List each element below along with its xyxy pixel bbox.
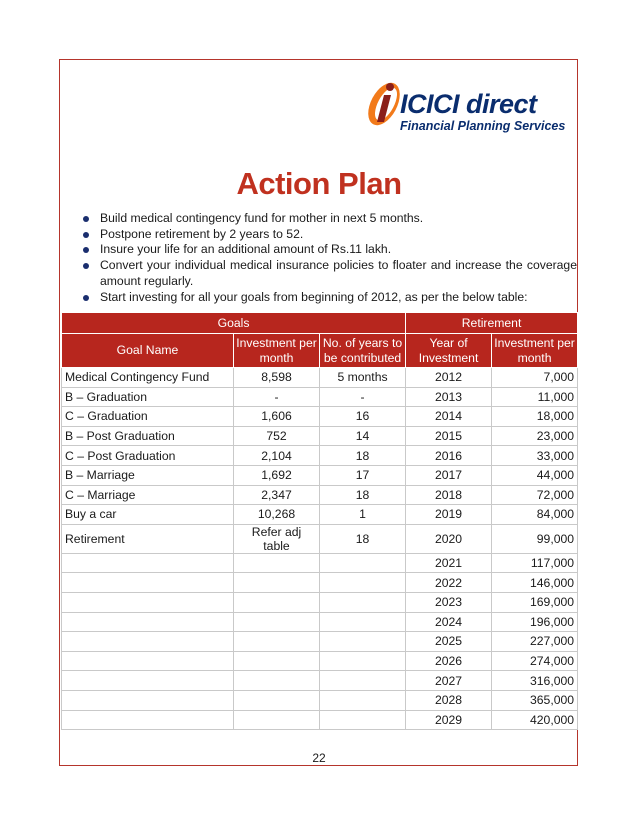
table-cell: 17 xyxy=(320,465,406,485)
table-cell: - xyxy=(234,387,320,407)
table-row xyxy=(62,612,578,632)
table-row xyxy=(62,387,578,407)
icici-direct-logo xyxy=(366,72,576,134)
table-row xyxy=(62,592,578,612)
table-row xyxy=(62,671,578,691)
table-cell xyxy=(320,671,406,691)
table-cell xyxy=(320,710,406,730)
table-cell: 33,000 xyxy=(492,446,578,466)
list-item xyxy=(80,290,577,306)
table-row xyxy=(62,651,578,671)
table-cell xyxy=(234,592,320,612)
brand-name-part1: ICICI xyxy=(400,89,460,119)
table-cell: 2023 xyxy=(406,592,492,612)
table-cell: 1,692 xyxy=(234,465,320,485)
table-cell: 2013 xyxy=(406,387,492,407)
table-cell: 44,000 xyxy=(492,465,578,485)
table-cell: 2014 xyxy=(406,407,492,427)
column-header: Investment per month xyxy=(234,334,320,368)
table-cell xyxy=(234,690,320,710)
table-cell: 18,000 xyxy=(492,407,578,427)
table-cell: 2028 xyxy=(406,690,492,710)
table-cell: Retirement xyxy=(62,524,234,553)
table-cell xyxy=(234,553,320,573)
table-row xyxy=(62,485,578,505)
column-header: No. of years to be contributed xyxy=(320,334,406,368)
table-cell: 2026 xyxy=(406,651,492,671)
table-cell: 18 xyxy=(320,446,406,466)
page-title: Action Plan xyxy=(236,166,402,201)
goals-group-header: Goals xyxy=(62,313,406,334)
list-item-text: Convert your individual medical insurance policies to floater and increase the coverage amount regularly. xyxy=(100,258,577,288)
table-cell xyxy=(62,671,234,691)
table-cell: 2,347 xyxy=(234,485,320,505)
list-item-text: Postpone retirement by 2 years to 52. xyxy=(100,226,304,241)
brand-wordmark xyxy=(400,89,537,120)
table-cell xyxy=(234,710,320,730)
table-cell xyxy=(320,690,406,710)
table-cell xyxy=(62,592,234,612)
table-cell: C – Marriage xyxy=(62,485,234,505)
table-row xyxy=(62,524,578,553)
table-row xyxy=(62,573,578,593)
table-row xyxy=(62,446,578,466)
table-cell: 2012 xyxy=(406,368,492,388)
investment-plan-table xyxy=(61,312,578,730)
table-cell: 10,268 xyxy=(234,505,320,525)
table-cell: 1,606 xyxy=(234,407,320,427)
table-cell: 2025 xyxy=(406,632,492,652)
table-row xyxy=(62,426,578,446)
table-cell: 84,000 xyxy=(492,505,578,525)
table-cell: 2024 xyxy=(406,612,492,632)
table-cell: 2019 xyxy=(406,505,492,525)
table-cell xyxy=(320,573,406,593)
table-cell xyxy=(320,553,406,573)
table-cell: 72,000 xyxy=(492,485,578,505)
table-cell xyxy=(62,690,234,710)
table-row xyxy=(62,632,578,652)
table-row xyxy=(62,690,578,710)
bullet-icon xyxy=(83,247,89,253)
bullet-icon xyxy=(83,216,89,222)
table-cell: B – Marriage xyxy=(62,465,234,485)
list-item xyxy=(80,211,577,227)
brand-name-part2: direct xyxy=(459,89,537,119)
table-cell: 2029 xyxy=(406,710,492,730)
table-cell xyxy=(62,553,234,573)
retirement-group-header: Retirement xyxy=(406,313,578,334)
bullet-icon xyxy=(83,295,89,301)
table-cell: 7,000 xyxy=(492,368,578,388)
list-item xyxy=(80,242,577,258)
table-cell xyxy=(62,710,234,730)
table-cell: 2,104 xyxy=(234,446,320,466)
bullet-icon xyxy=(83,232,89,238)
table-cell: - xyxy=(320,387,406,407)
table-cell: 11,000 xyxy=(492,387,578,407)
table-cell: 18 xyxy=(320,524,406,553)
table-row xyxy=(62,710,578,730)
action-list xyxy=(80,211,577,305)
table-cell xyxy=(234,651,320,671)
table-cell xyxy=(234,573,320,593)
brand-tagline: Financial Planning Services xyxy=(400,119,566,133)
table-body xyxy=(62,368,578,730)
table-cell: 5 months xyxy=(320,368,406,388)
column-header: Year of Investment xyxy=(406,334,492,368)
table-cell xyxy=(320,612,406,632)
table-cell xyxy=(62,632,234,652)
table-cell: 2015 xyxy=(406,426,492,446)
bullet-icon xyxy=(83,263,89,269)
table-cell xyxy=(234,671,320,691)
table-cell: 14 xyxy=(320,426,406,446)
table-row xyxy=(62,465,578,485)
table-cell: 2020 xyxy=(406,524,492,553)
column-header: Investment per month xyxy=(492,334,578,368)
table-row xyxy=(62,407,578,427)
table-row xyxy=(62,505,578,525)
table-cell: B – Graduation xyxy=(62,387,234,407)
page-number: 22 xyxy=(312,751,326,765)
table-cell: 274,000 xyxy=(492,651,578,671)
table-cell: 2017 xyxy=(406,465,492,485)
table-cell xyxy=(234,612,320,632)
table-cell: 2018 xyxy=(406,485,492,505)
table-row xyxy=(62,368,578,388)
table-cell: 117,000 xyxy=(492,553,578,573)
table-cell: Refer adj table xyxy=(234,524,320,553)
table-cell xyxy=(320,651,406,671)
table-cell: 18 xyxy=(320,485,406,505)
table-cell: 316,000 xyxy=(492,671,578,691)
table-cell: C – Graduation xyxy=(62,407,234,427)
table-cell: 169,000 xyxy=(492,592,578,612)
table-cell: B – Post Graduation xyxy=(62,426,234,446)
table-cell: 99,000 xyxy=(492,524,578,553)
table-cell: 2022 xyxy=(406,573,492,593)
table-cell: 2016 xyxy=(406,446,492,466)
table-row xyxy=(62,553,578,573)
table-cell: 146,000 xyxy=(492,573,578,593)
table-cell: 2027 xyxy=(406,671,492,691)
table-cell: 752 xyxy=(234,426,320,446)
table-cell: 196,000 xyxy=(492,612,578,632)
list-item-text: Start investing for all your goals from beginning of 2012, as per the below table: xyxy=(100,289,528,304)
table-cell: 420,000 xyxy=(492,710,578,730)
column-header: Goal Name xyxy=(62,334,234,368)
list-item-text: Build medical contingency fund for mother in next 5 months. xyxy=(100,211,424,225)
table-cell xyxy=(62,612,234,632)
table-cell: 365,000 xyxy=(492,690,578,710)
table-cell: 2021 xyxy=(406,553,492,573)
table-cell xyxy=(234,632,320,652)
table-cell: C – Post Graduation xyxy=(62,446,234,466)
list-item xyxy=(80,227,577,243)
list-item xyxy=(80,258,577,289)
table-cell xyxy=(62,573,234,593)
table-cell: 16 xyxy=(320,407,406,427)
table-cell xyxy=(320,632,406,652)
table-cell xyxy=(62,651,234,671)
table-cell: 23,000 xyxy=(492,426,578,446)
table-cell: Medical Contingency Fund xyxy=(62,368,234,388)
table-cell: Buy a car xyxy=(62,505,234,525)
table-cell xyxy=(320,592,406,612)
table-cell: 227,000 xyxy=(492,632,578,652)
table-cell: 1 xyxy=(320,505,406,525)
list-item-text: Insure your life for an additional amount of Rs.11 lakh. xyxy=(100,242,392,257)
table-cell: 8,598 xyxy=(234,368,320,388)
